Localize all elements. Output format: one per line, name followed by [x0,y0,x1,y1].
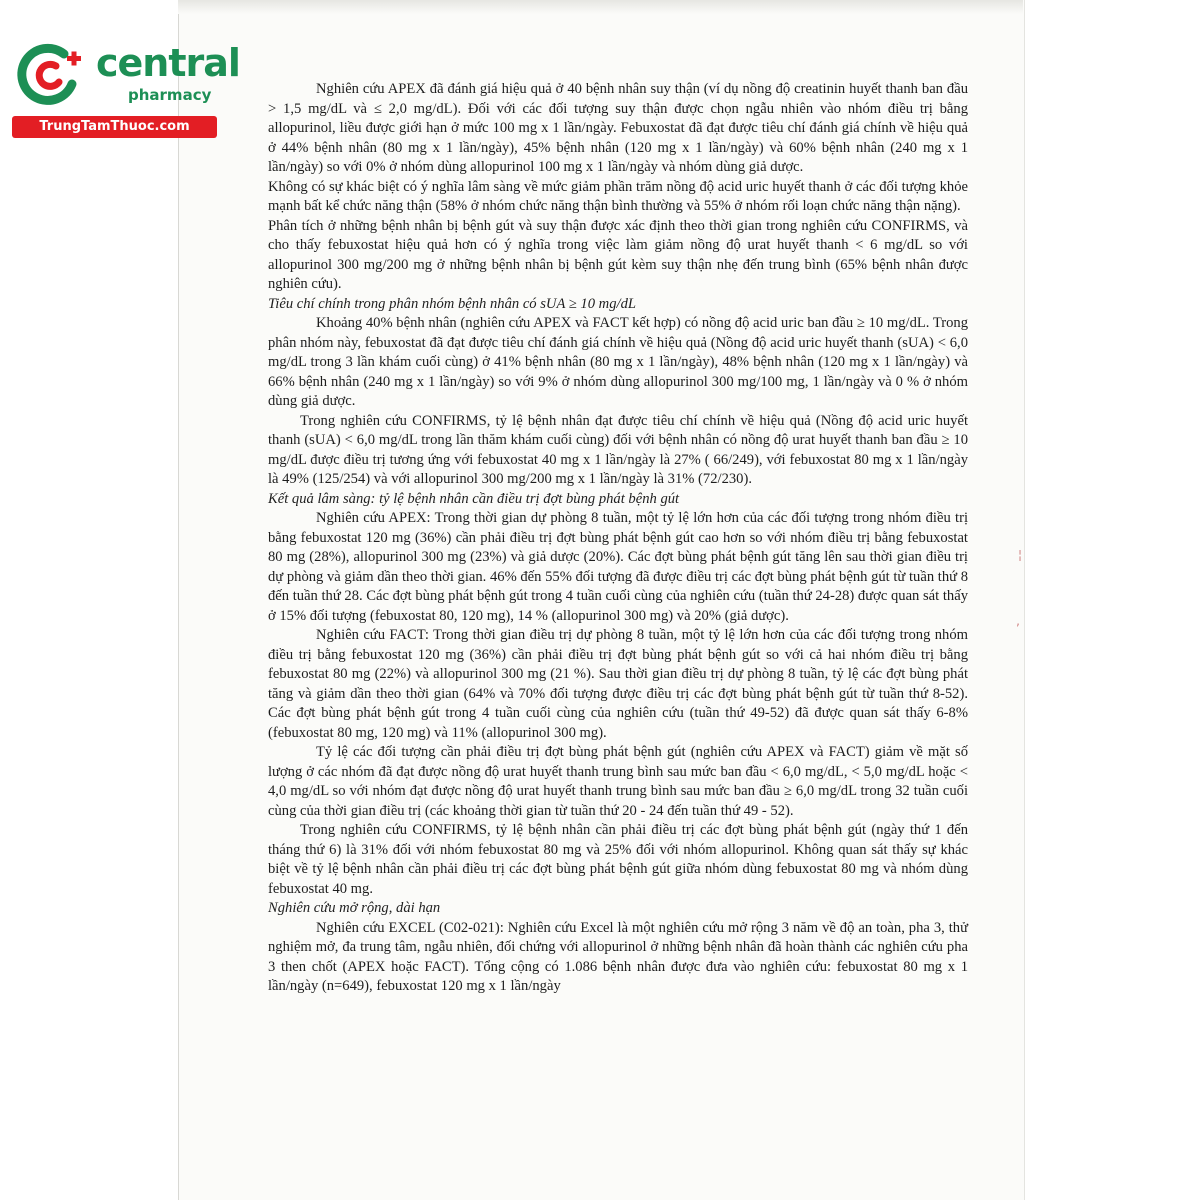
paragraph-confirms-flares: Trong nghiên cứu CONFIRMS, tỷ lệ bệnh nhân cần phải điều trị các đợt bùng phát bệnh gút (ngày thứ 1 đến tháng thứ 6) là 31% đối với nhóm febuxostat 80 mg và 25% đối với nhóm allopurinol. Không quan sát thấy sự khác biệt về tỷ lệ bệnh nhân cần phải điều trị các đợt bùng phát bệnh gút giữa nhóm dùng febuxostat 80 mg và nhóm dùng febuxostat 40 mg. [268,822,968,897]
paragraph-excel-study: Nghiên cứu EXCEL (C02-021): Nghiên cứu Excel là một nghiên cứu mở rộng 3 năm về độ an toàn, pha 3, thử nghiệm mở, đa trung tâm, ngẫu nhiên, đối chứng với allopurinol ở những bệnh nhân đã hoàn thành các nghiên cứu pha 3 then chốt (APEX hoặc FACT). Tổng cộng có 1.086 bệnh nhân được đưa vào nghiên cứu: febuxostat 80 mg x 1 lần/ngày (n=649), febuxostat 120 mg x 1 lần/ngày [268,919,968,994]
paragraph-confirms-renal: Phân tích ở những bệnh nhân bị bệnh gút và suy thận được xác định theo thời gian trong nghiên cứu CONFIRMS, và cho thấy febuxostat hiệu quả hơn có ý nghĩa trong việc làm giảm nồng độ urat huyết thanh < 6 mg/dL so với allopurinol 300 mg/200 mg ở những bệnh nhân bị bệnh gút kèm suy thận nhẹ đến trung bình (65% bệnh nhân được nghiên cứu). [268,217,968,292]
document-body [268,80,968,997]
margin-mark: ‚ [1016,614,1020,628]
paragraph-sua-subgroup: Khoảng 40% bệnh nhân (nghiên cứu APEX và FACT kết hợp) có nồng độ acid uric ban đầu ≥ 10 mg/dL. Trong phân nhóm này, febuxostat đã đạt được tiêu chí đánh giá chính về hiệu quả (Nồng độ acid uric huyết thanh (sUA) < 6,0 mg/dL trong 3 lần khám cuối cùng) ở 41% bệnh nhân (80 mg x 1 lần/ngày), 48% bệnh nhân (120 mg x 1 lần/ngày) và 66% bệnh nhân (240 mg x 1 lần/ngày) so với 9% ở nhóm dùng allopurinol 300 mg/100 mg, 1 lần/ngày và 0 % ở nhóm dùng giả dược. [268,315,968,409]
paragraph-fact-flares: Nghiên cứu FACT: Trong thời gian điều trị dự phòng 8 tuần, một tỷ lệ lớn hơn của các đối tượng trong nhóm điều trị bằng febuxostat 120 mg (36%) cần phải điều trị đợt bùng phát bệnh gút so với cả hai nhóm điều trị bằng febuxostat 80 mg (22%) và allopurinol 300 mg (21 %). Sau thời gian điều trị dự phòng 8 tuần, tỷ lệ các đợt bùng phát tăng và giảm dần theo thời gian (64% và 70% đối tượng được điều trị các đợt bùng phát bệnh gút từ tuần thứ 8-52). Các đợt bùng phát bệnh gút trong 4 tuần cuối cùng của nghiên cứu (tuần thứ 49-52) đã được quan sát thấy 6-8% (febuxostat 80 mg, 120 mg) và 11% (allopurinol 300 mg). [268,627,968,741]
section-heading-sua-subgroup: Tiêu chí chính trong phân nhóm bệnh nhân có sUA ≥ 10 mg/dL [268,295,636,312]
margin-mark: ¦ [1018,548,1023,562]
central-pharmacy-logo-icon [12,38,84,110]
section-heading-clinical-outcomes: Kết quả lâm sàng: tỷ lệ bệnh nhân cần điều trị đợt bùng phát bệnh gút [268,490,680,507]
section-heading-extension-study: Nghiên cứu mở rộng, dài hạn [268,900,441,916]
paragraph-apex-flares: Nghiên cứu APEX: Trong thời gian dự phòng 8 tuần, một tỷ lệ lớn hơn của các đối tượng trong nhóm điều trị bằng febuxostat 120 mg (36%) cần phải điều trị đợt bùng phát bệnh gút cao hơn so với nhóm điều trị bằng febuxostat 80 mg (28%), allopurinol 300 mg (23%) và giả dược (20%). Các đợt bùng phát bệnh gút tăng lên sau thời gian điều trị dự phòng và giảm dần theo thời gian. 46% đến 55% đối tượng đã được điều trị các đợt bùng phát bệnh gút từ tuần thứ 8 đến tuần thứ 28. Các đợt bùng phát bệnh gút trong 4 tuần cuối cùng của nghiên cứu (tuần thứ 24-28) được quan sát thấy ở 15% đối tượng (febuxostat 80, 120 mg), 14 % (allopurinol 300 mg) và 20% (giả dược). [268,510,968,624]
central-pharmacy-logo [8,36,240,136]
logo-brand: central [96,41,240,85]
paragraph-flare-reduction: Tỷ lệ các đối tượng cần phải điều trị đợt bùng phát bệnh gút (nghiên cứu APEX và FACT) giảm về mặt số lượng ở các nhóm đã đạt được nồng độ urat huyết thanh trung bình sau mức ban đầu < 6,0 mg/dL, < 5,0 mg/dL hoặc < 4,0 mg/dL so với nhóm đạt được nồng độ urat huyết thanh trung bình sau mức ban đầu ≥ 6,0 mg/dL trong 32 tuần cuối cùng của thời gian điều trị (các khoảng thời gian từ tuần thứ 20 - 24 đến tuần thứ 49 - 52). [268,744,968,819]
scan-edge-shadow [178,0,1023,14]
logo-tagline: pharmacy [128,86,212,104]
paragraph-confirms-sua: Trong nghiên cứu CONFIRMS, tỷ lệ bệnh nhân đạt được tiêu chí chính về hiệu quả (Nồng độ acid uric huyết thanh (sUA) < 6,0 mg/dL trong lần thăm khám cuối cùng) đối với bệnh nhân có nồng độ urat huyết thanh ban đầu ≥ 10 mg/dL được điều trị tương ứng với febuxostat 40 mg x 1 lần/ngày là 27% ( 66/249), với febuxostat 80 mg x 1 lần/ngày là 49% (125/254) và với allopurinol 300 mg/200 mg x 1 lần/ngày là 31% (72/230). [268,412,968,487]
paragraph-renal-function: Không có sự khác biệt có ý nghĩa lâm sàng về mức giảm phần trăm nồng độ acid uric huyết thanh ở các đối tượng khỏe mạnh bất kể chức năng thận (58% ở nhóm chức năng thận bình thường và 55% ở nhóm rối loạn chức năng thận nặng). [268,178,968,214]
logo-website-url: TrungTamThuoc.com [12,116,217,138]
paragraph-apex-renal: Nghiên cứu APEX đã đánh giá hiệu quả ở 40 bệnh nhân suy thận (ví dụ nồng độ creatinin huyết thanh ban đầu > 1,5 mg/dL và ≤ 2,0 mg/dL). Đối với các đối tượng suy thận được chọn ngẫu nhiên vào nhóm điều trị bằng allopurinol, liều được giới hạn ở mức 100 mg x 1 lần/ngày. Febuxostat đã đạt được tiêu chí đánh giá chính về hiệu quả ở 44% bệnh nhân (80 mg x 1 lần/ngày), 45% bệnh nhân (120 mg x 1 lần/ngày) và 60% bệnh nhân (240 mg x 1 lần/ngày) so với 0% ở nhóm dùng allopurinol 100 mg x 1 lần/ngày và nhóm dùng giả dược. [268,81,968,175]
